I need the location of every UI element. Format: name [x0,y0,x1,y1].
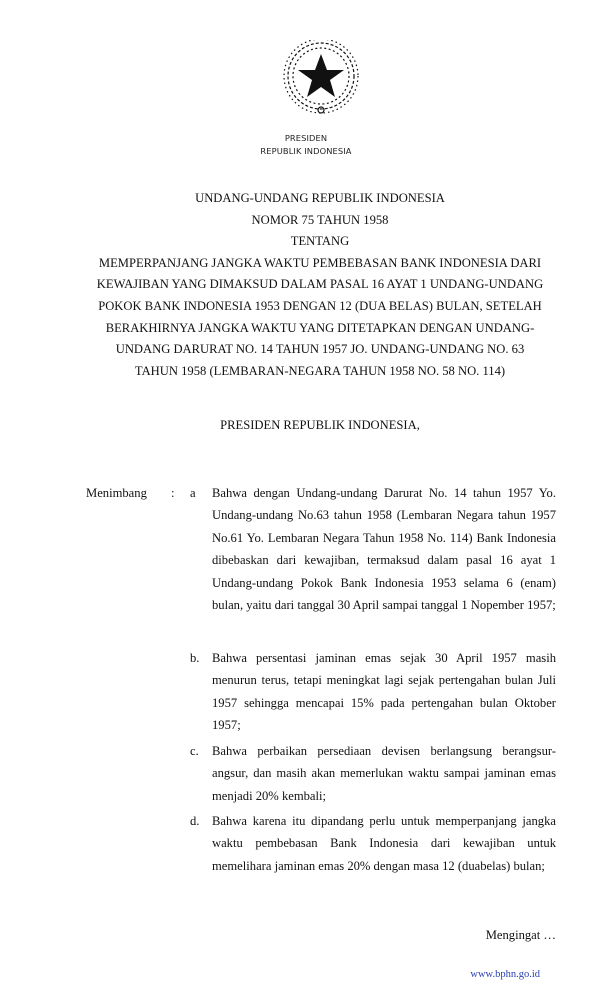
menimbang-item-d [190,810,556,877]
menimbang-label: Menimbang [86,486,147,500]
garuda-star-emblem [280,40,362,120]
title-line: NOMOR 75 TAHUN 1958 [251,212,389,227]
item-letter: b. [190,651,200,665]
item-text: Bahwa perbaikan persediaan devisen berlangsung berangsur-angsur, dan masih akan memerlukan waktu sampai jaminan emas menjadi 20% kembali; [212,744,556,803]
president-heading: PRESIDEN REPUBLIK INDONESIA, [220,418,420,432]
continuation-text: Mengingat … [485,928,556,942]
title-line: TENTANG [290,234,350,249]
footer-url[interactable]: www.bphn.go.id [470,969,540,980]
item-text: Bahwa dengan Undang-undang Darurat No. 14 tahun 1957 Yo. Undang-undang No.63 tahun 1958 (Lembaran Negara tahun 1957 No.61 Yo. Lembaran Negara Tahun 1958 No. 114) Bank Indonesia dibebaskan dari kewajiban, termaksud dalam pasal 16 ayat 1 Undang-undang Pokok Bank Indonesia 1953 selama 6 (enam) bulan, yaitu dari tanggal 30 April sampai tanggal 1 Nopember 1957; [212,486,556,613]
letterhead-republik: REPUBLIK INDONESIA [260,146,352,156]
title-line: KEWAJIBAN YANG DIMAKSUD DALAM PASAL 16 AYAT 1 UNDANG-UNDANG [96,277,544,292]
item-text: Bahwa karena itu dipandang perlu untuk memperpanjang jangka waktu pembebasan Bank Indonesia dari kewajiban untuk memelihara jaminan emas 20% dengan masa 12 (duabelas) bulan; [212,814,556,873]
title-line: MEMPERPANJANG JANGKA WAKTU PEMBEBASAN BANK INDONESIA DARI [98,255,542,270]
menimbang-item-a [190,482,556,616]
item-letter: c. [190,744,199,758]
title-line: POKOK BANK INDONESIA 1953 DENGAN 12 (DUA BELAS) BULAN, SETELAH [98,298,542,313]
menimbang-colon: : [171,486,175,500]
document-title [60,188,580,382]
menimbang-item-c [190,740,556,807]
title-line: BERAKHIRNYA JANGKA WAKTU YANG DITETAPKAN DENGAN UNDANG- [105,320,535,335]
item-letter: a [190,486,196,500]
letterhead-presiden: PRESIDEN [284,133,328,143]
title-line: UNDANG-UNDANG REPUBLIK INDONESIA [195,191,445,205]
menimbang-item-b [190,647,556,737]
title-line: TAHUN 1958 (LEMBARAN-NEGARA TAHUN 1958 NO. 58 NO. 114) [134,363,506,378]
item-text: Bahwa persentasi jaminan emas sejak 30 April 1957 masih menurun terus, tetapi meningkat lagi sejak pertengahan bulan Juli 1957 sehingga mencapai 15% pada pertengahan bulan Oktober 1957; [212,651,556,733]
title-line: UNDANG DARURAT NO. 14 TAHUN 1957 JO. UNDANG-UNDANG NO. 63 [115,342,525,357]
item-letter: d. [190,814,200,828]
